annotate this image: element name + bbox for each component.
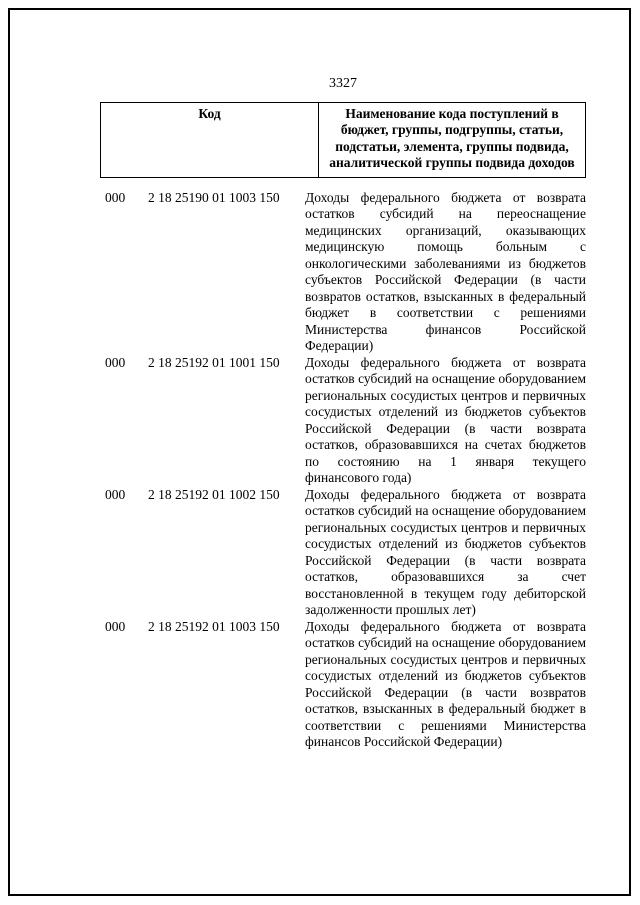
table-header-row bbox=[101, 102, 586, 177]
row-budget-code: 2 18 25192 01 1001 150 bbox=[148, 354, 280, 370]
header-cell-code: Код bbox=[101, 102, 319, 177]
row-name: Доходы федерального бюджета от возврата остатков субсидий на оснащение оборудованием региональных сосудистых центров и первичных сосудистых отделений из бюджетов субъектов Российской Федерации (в части возврата остатков, образовавшихся за счет восстановленной в текущем году дебиторской задолженности прошлых лет) bbox=[305, 486, 586, 617]
table-row bbox=[100, 487, 586, 619]
row-admin-code: 000 bbox=[105, 486, 126, 502]
row-name: Доходы федерального бюджета от возврата остатков субсидий на оснащение оборудованием региональных сосудистых центров и первичных сосудистых отделений из бюджетов субъектов Российской Федерации (в части возвратов остатков, взысканных в федеральный бюджет в соответствии с решениями Министерства финансов Российской Федерации) bbox=[305, 618, 586, 749]
row-budget-code: 2 18 25190 01 1003 150 bbox=[148, 189, 280, 205]
page-content bbox=[100, 76, 586, 751]
row-name: Доходы федерального бюджета от возврата остатков субсидий на оснащение оборудованием региональных сосудистых центров и первичных сосудистых отделений из бюджетов субъектов Российской Федерации (в части возврата остатков, образовавшихся на счетах бюджетов по состоянию на 1 января текущего финансового года) bbox=[305, 354, 586, 485]
table-header bbox=[100, 102, 586, 178]
row-admin-code: 000 bbox=[105, 354, 126, 370]
row-name: Доходы федерального бюджета от возврата остатков субсидий на переоснащение медицинских организаций, оказывающих медицинскую помощь больным с онкологическими заболеваниями из бюджетов субъектов Российской Федерации (в части возвратов остатков, взысканных в федеральный бюджет в соответствии с решениями Министерства финансов Российской Федерации) bbox=[305, 189, 586, 353]
header-cell-name: Наименование кода поступлений в бюджет, группы, подгруппы, статьи, подстатьи, элемента, группы подвида, аналитической группы подвида доходов bbox=[319, 102, 586, 177]
row-admin-code: 000 bbox=[105, 618, 126, 634]
table-row bbox=[100, 355, 586, 487]
table-body bbox=[100, 190, 586, 751]
row-admin-code: 000 bbox=[105, 189, 126, 205]
table-row bbox=[100, 619, 586, 751]
row-budget-code: 2 18 25192 01 1002 150 bbox=[148, 486, 280, 502]
table-row bbox=[100, 190, 586, 355]
row-budget-code: 2 18 25192 01 1003 150 bbox=[148, 618, 280, 634]
page-number: 3327 bbox=[329, 76, 357, 91]
